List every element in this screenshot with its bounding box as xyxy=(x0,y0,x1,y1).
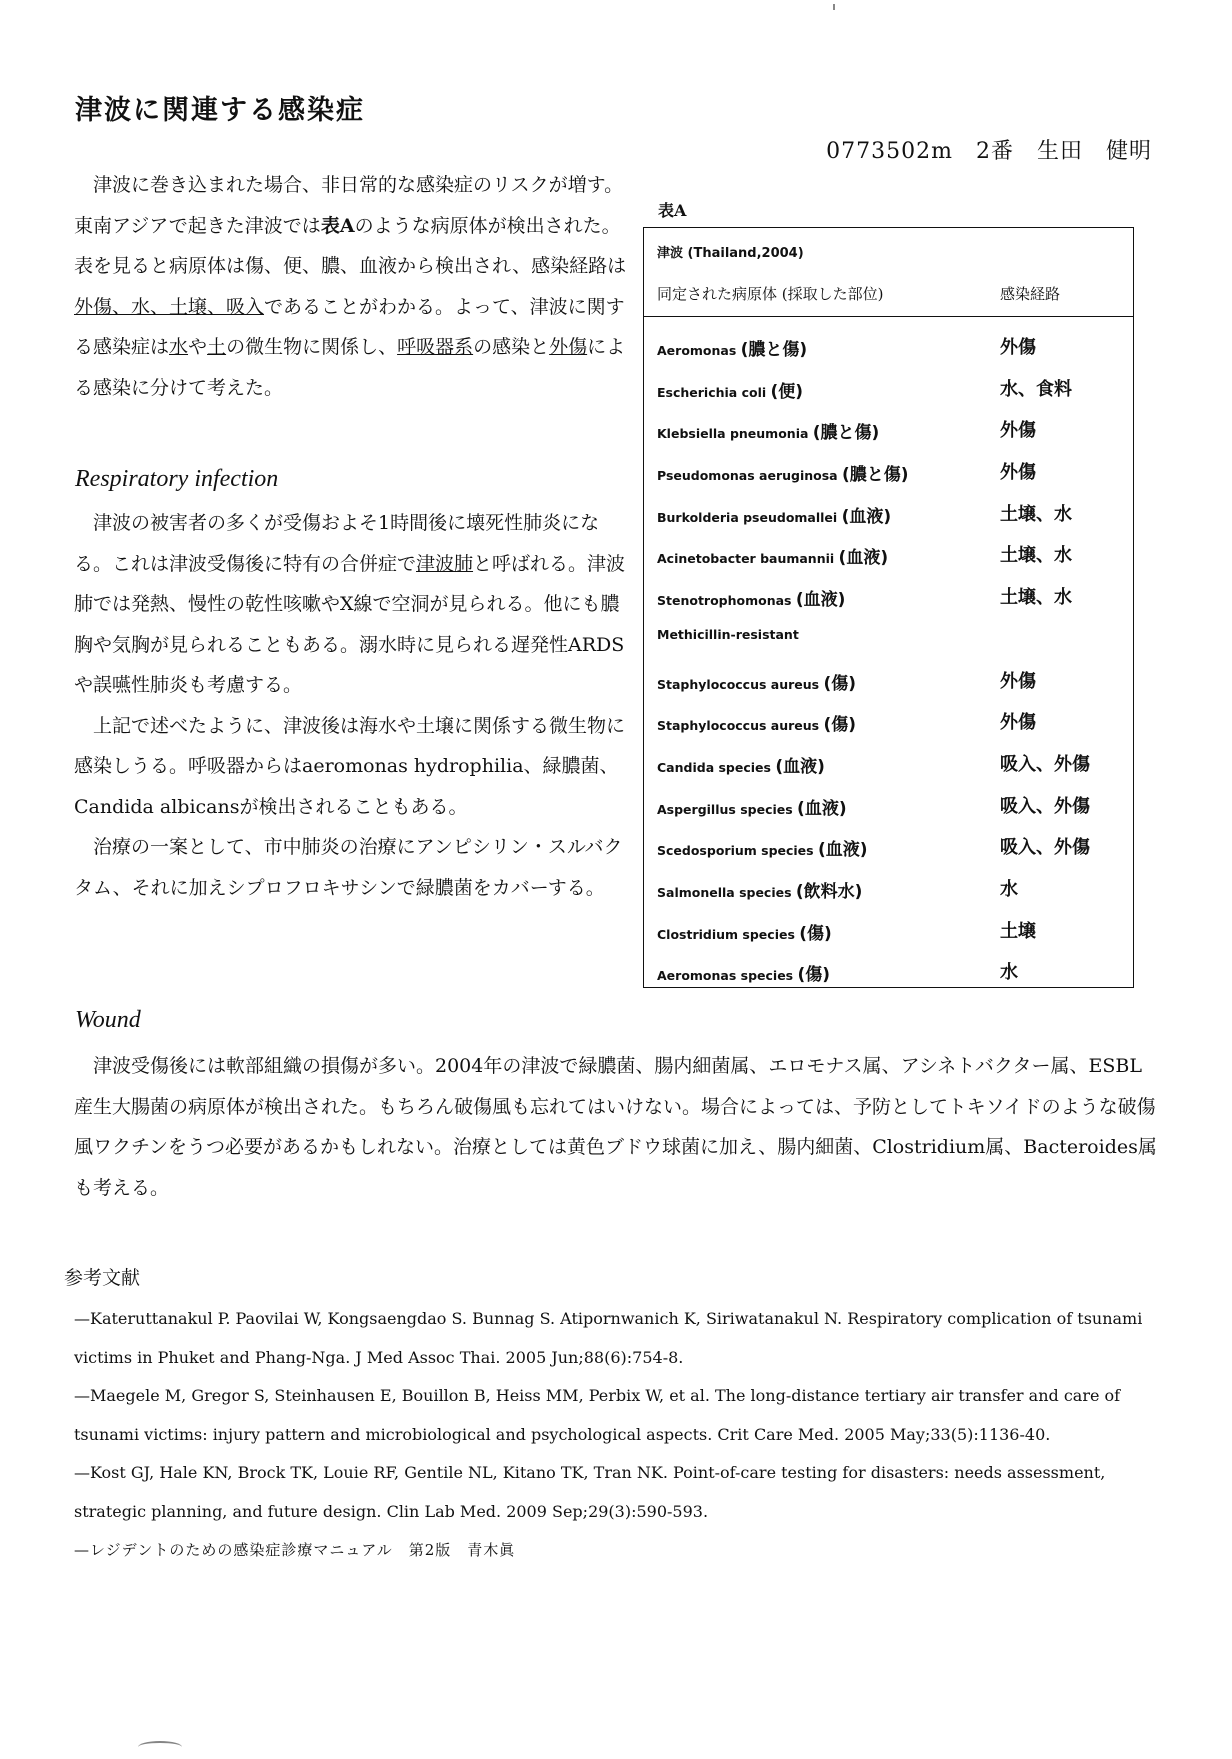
pathogen-name: Staphylococcus aureus xyxy=(657,718,820,734)
table-row xyxy=(644,700,1133,742)
pathogen-name: Aeromonas species xyxy=(657,968,794,984)
pathogen-cell xyxy=(657,919,832,944)
table-row xyxy=(644,575,1133,617)
reference-item: —レジデントのための感染症診療マニュアル 第2版 青木眞 xyxy=(74,1541,516,1559)
pathogen-table xyxy=(643,227,1134,988)
specimen-site: (便) xyxy=(770,381,804,402)
route-cell: 土壌 xyxy=(1000,920,1036,942)
route-cell: 外傷 xyxy=(1000,712,1036,734)
pathogen-name: Staphylococcus aureus xyxy=(657,676,820,692)
table-row xyxy=(644,367,1133,409)
pathogen-name: Candida species xyxy=(657,759,771,775)
specimen-site: (血液) xyxy=(817,840,868,861)
scan-speck xyxy=(833,4,835,10)
table-row xyxy=(644,742,1133,784)
route-cell: 土壌、水 xyxy=(1000,503,1072,525)
reference-item: —Kost GJ, Hale KN, Brock TK, Louie RF, Gentile NL, Kitano TK, Tran NK. Point-of-care testing for disasters: needs assessment, strategic planning, and future design. Clin Lab Med. 2009 Sep;29(3):590-593. xyxy=(74,1463,1106,1521)
underlined-soil: 土 xyxy=(207,336,227,358)
specimen-site: (傷) xyxy=(797,965,831,986)
respiratory-paragraph xyxy=(74,503,629,706)
specimen-site: (血液) xyxy=(775,756,825,777)
reference-item: —Maegele M, Gregor S, Steinhausen E, Bouillon B, Heiss MM, Perbix W, et al. The long-distance tertiary air transfer and care of tsunami victims: injury pattern and microbiological and psychological aspects. Crit Care Med. 2005 May;33(5):1136-40. xyxy=(74,1386,1121,1444)
pathogen-name: Salmonella species xyxy=(657,884,792,900)
specimen-site: (膿と傷) xyxy=(740,340,808,360)
table-row xyxy=(644,492,1133,534)
pathogen-cell xyxy=(657,460,909,485)
author-line: 0773502m 2番 生田 健明 xyxy=(826,139,1152,164)
table-row xyxy=(644,909,1133,951)
underlined-respiratory: 呼吸器系 xyxy=(397,336,474,358)
pathogen-name: Aspergillus species xyxy=(657,801,793,817)
wound-paragraph: 津波受傷後には軟部組織の損傷が多い。2004年の津波で緑膿菌、腸内細菌属、エロモナス属、アシネトバクター属、ESBL産生大腸菌の病原体が検出された。もちろん破傷風も忘れてはいけない。場合によっては、予防としてトキソイドのような破傷風ワクチンをうつ必要があるかもしれない。治療としては黄色ブドウ球菌に加え、腸内細菌、Clostridium属、Bacteroides属も考える。 xyxy=(74,1055,1157,1199)
respiratory-heading: Respiratory infection xyxy=(75,466,279,492)
route-cell: 外傷 xyxy=(1000,670,1036,692)
table-body xyxy=(644,317,1133,992)
pathogen-name: Clostridium species xyxy=(657,926,795,942)
pathogen-cell xyxy=(657,835,868,860)
pathogen-name: Escherichia coli xyxy=(657,384,767,400)
specimen-site: (傷) xyxy=(799,923,832,944)
pathogen-cell xyxy=(657,585,845,610)
pathogen-cell xyxy=(657,710,856,735)
table-row xyxy=(644,950,1133,992)
table-tsunami-label: 津波 (Thailand,2004) xyxy=(657,246,804,261)
references-list xyxy=(74,1300,1159,1570)
route-cell: 水 xyxy=(1000,878,1018,900)
pathogen-name: Acinetobacter baumannii xyxy=(657,551,835,567)
intro-text: であることがわかる。よって、津波に関する感染症は xyxy=(74,295,625,358)
pathogen-cell xyxy=(657,543,888,568)
intro-text: の微生物に関係し、 xyxy=(226,336,398,358)
route-cell: 土壌、水 xyxy=(1000,587,1072,609)
table-row xyxy=(644,867,1133,909)
table-row xyxy=(644,408,1133,450)
intro-section xyxy=(74,165,629,408)
pathogen-cell xyxy=(657,502,891,527)
intro-text: の感染と xyxy=(473,336,550,358)
table-row xyxy=(644,325,1133,367)
respiratory-text: 津波の被害者の多くが受傷およそ1時間後に壊死性肺炎になる。これは津波受傷後に特有の合併症で xyxy=(74,512,600,575)
underlined-water: 水 xyxy=(169,336,189,358)
route-cell: 外傷 xyxy=(1000,462,1036,484)
route-cell: 吸入、外傷 xyxy=(1000,837,1090,859)
pathogen-name: Klebsiella pneumonia xyxy=(657,426,809,442)
specimen-site: (膿と傷) xyxy=(841,465,909,486)
underlined-trauma: 外傷 xyxy=(549,336,588,358)
underlined-routes: 外傷、水、土壌、吸入 xyxy=(74,295,265,318)
specimen-site: (傷) xyxy=(823,673,857,694)
table-row xyxy=(644,617,1133,659)
route-cell: 外傷 xyxy=(1000,420,1036,442)
pathogen-name: Burkolderia pseudomallei xyxy=(657,509,838,525)
route-cell: 水、食料 xyxy=(1000,378,1072,400)
table-row xyxy=(644,450,1133,492)
scan-mark xyxy=(138,1741,182,1753)
pathogen-cell xyxy=(657,335,807,360)
table-ref: 表A xyxy=(320,214,355,237)
table-caption: 表A xyxy=(658,201,687,220)
intro-text: や xyxy=(188,336,208,358)
pathogen-name: Scedosporium species xyxy=(657,843,814,859)
specimen-site: (血液) xyxy=(838,548,889,569)
table-row xyxy=(644,784,1133,826)
table-header xyxy=(644,228,1133,317)
respiratory-text: と呼ばれる。津波肺では発熱、慢性の乾性咳嗽やX線で空洞が見られる。他にも膿胸や気胸が見られることもある。溺水時に見られる遅発性ARDSや誤嚥性肺炎も考慮する。 xyxy=(74,552,626,696)
respiratory-section xyxy=(74,503,629,908)
pathogen-cell xyxy=(657,627,799,642)
intro-paragraph xyxy=(74,165,629,408)
route-cell: 土壌、水 xyxy=(1000,545,1072,567)
pathogen-cell xyxy=(657,960,830,985)
pathogen-name: Stenotrophomonas xyxy=(657,593,792,609)
pathogen-name: Pseudomonas aeruginosa xyxy=(657,468,838,484)
intro-text: 津波に巻き込まれた場合、非日常的な感染症のリスクが増す。東南アジアで起きた津波では xyxy=(74,174,624,237)
intro-text: による感染に分けて考えた。 xyxy=(74,336,626,399)
specimen-site: (傷) xyxy=(823,715,857,736)
route-cell: 水 xyxy=(1000,962,1018,984)
intro-text: のような病原体が検出された。表を見ると病原体は傷、便、膿、血液から検出され、感染経路は xyxy=(74,214,627,277)
document-title: 津波に関連する感染症 xyxy=(75,95,365,126)
pathogen-cell xyxy=(657,794,847,819)
specimen-site: (膿と傷) xyxy=(812,423,880,444)
specimen-site: (血液) xyxy=(795,590,846,611)
pathogen-name: Aeromonas xyxy=(657,343,737,358)
pathogen-cell xyxy=(657,418,879,443)
wound-heading: Wound xyxy=(75,1007,141,1033)
reference-item: —Kateruttanakul P. Paovilai W, Kongsaengdao S. Bunnag S. Atipornwanich K, Siriwatanakul N. Respiratory complication of tsunami victims in Phuket and Phang-Nga. J Med Assoc Thai. 2005 Jun;88(6):754-8. xyxy=(74,1309,1143,1367)
table-row xyxy=(644,533,1133,575)
pathogen-cell xyxy=(657,377,803,402)
respiratory-paragraph: 治療の一案として、市中肺炎の治療にアンピシリン・スルバクタム、それに加えシプロフロキサシンで緑膿菌をカバーする。 xyxy=(74,836,623,899)
specimen-site: (血液) xyxy=(841,506,892,527)
references-heading: 参考文献 xyxy=(64,1267,141,1289)
route-cell: 外傷 xyxy=(1000,337,1036,358)
pathogen-name: Methicillin-resistant xyxy=(657,626,799,642)
route-cell: 吸入、外傷 xyxy=(1000,753,1090,775)
route-cell: 吸入、外傷 xyxy=(1000,795,1090,817)
underlined-tsunami-lung: 津波肺 xyxy=(416,552,474,575)
table-row xyxy=(644,659,1133,701)
specimen-site: (血液) xyxy=(797,798,847,819)
pathogen-cell xyxy=(657,669,856,694)
pathogen-cell xyxy=(657,752,825,777)
column-header-route: 感染経路 xyxy=(1000,285,1061,303)
respiratory-paragraph: 上記で述べたように、津波後は海水や土壌に関係する微生物に感染しうる。呼吸器からはaeromonas hydrophilia、緑膿菌、Candida albicansが検出されることもある。 xyxy=(74,714,626,818)
column-header-pathogen: 同定された病原体 (採取した部位) xyxy=(657,285,884,303)
pathogen-cell xyxy=(657,877,862,902)
table-row xyxy=(644,825,1133,867)
specimen-site: (飲料水) xyxy=(795,881,863,902)
